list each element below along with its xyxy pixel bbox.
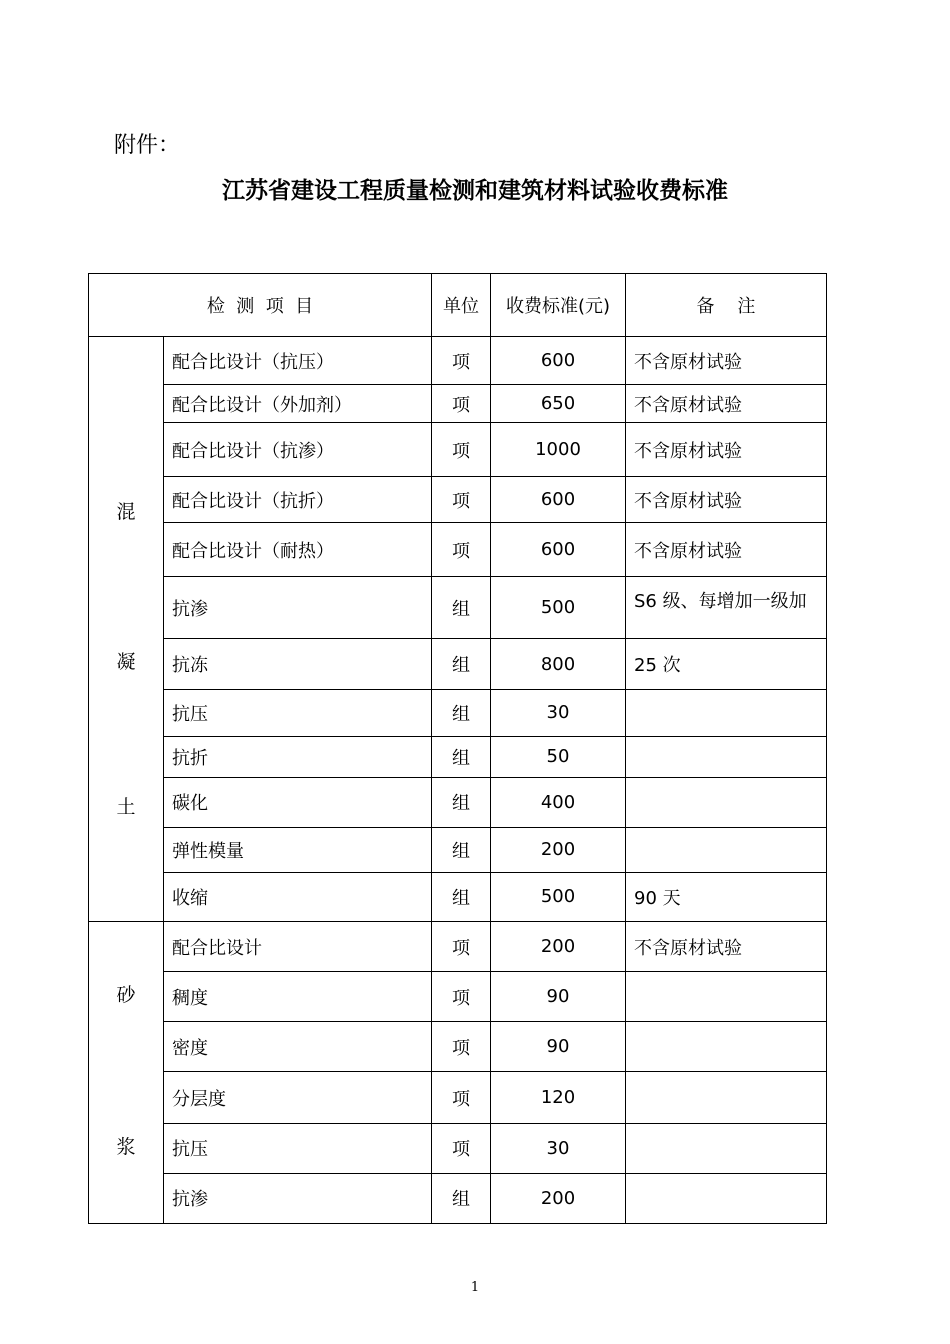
note-cell <box>626 972 827 1022</box>
item-cell: 抗渗 <box>164 1173 432 1223</box>
table-row <box>89 689 827 736</box>
fee-cell: 600 <box>491 523 626 577</box>
fee-cell: 500 <box>491 577 626 639</box>
note-cell <box>626 1072 827 1123</box>
fee-cell: 800 <box>491 639 626 689</box>
fee-table <box>88 273 827 1224</box>
unit-cell: 项 <box>432 337 491 385</box>
note-cell: 不含原材试验 <box>626 337 827 385</box>
note-cell <box>626 827 827 872</box>
item-cell: 弹性模量 <box>164 827 432 872</box>
item-cell: 配合比设计 <box>164 922 432 972</box>
fee-cell: 500 <box>491 872 626 921</box>
fee-cell: 200 <box>491 1173 626 1223</box>
fee-cell: 600 <box>491 477 626 523</box>
item-cell: 碳化 <box>164 777 432 827</box>
page-number: 1 <box>470 1280 480 1295</box>
note-cell: 不含原材试验 <box>626 477 827 523</box>
table-row <box>89 1022 827 1072</box>
table-row <box>89 1123 827 1173</box>
unit-cell: 组 <box>432 1173 491 1223</box>
note-cell <box>626 736 827 777</box>
item-cell: 配合比设计（抗折） <box>164 477 432 523</box>
note-cell <box>626 777 827 827</box>
table-row <box>89 385 827 423</box>
fee-cell: 200 <box>491 922 626 972</box>
table-row <box>89 777 827 827</box>
fee-cell: 200 <box>491 827 626 872</box>
fee-cell: 30 <box>491 689 626 736</box>
note-cell <box>626 689 827 736</box>
unit-cell: 组 <box>432 577 491 639</box>
unit-cell: 组 <box>432 736 491 777</box>
item-cell: 分层度 <box>164 1072 432 1123</box>
note-cell: 25 次 <box>626 639 827 689</box>
table-row <box>89 577 827 639</box>
unit-cell: 项 <box>432 1022 491 1072</box>
note-cell: S6 级、每增加一级加 <box>626 577 827 639</box>
attachment-label: 附件： <box>114 133 181 158</box>
note-cell: 不含原材试验 <box>626 922 827 972</box>
note-cell: 不含原材试验 <box>626 385 827 423</box>
unit-cell: 项 <box>432 385 491 423</box>
header-unit: 单位 <box>432 274 491 337</box>
table-row <box>89 423 827 477</box>
table-row <box>89 872 827 921</box>
fee-cell: 30 <box>491 1123 626 1173</box>
fee-cell: 120 <box>491 1072 626 1123</box>
unit-cell: 组 <box>432 827 491 872</box>
unit-cell: 项 <box>432 922 491 972</box>
table-row <box>89 972 827 1022</box>
item-cell: 抗冻 <box>164 639 432 689</box>
table-row <box>89 1173 827 1223</box>
page-title: 江苏省建设工程质量检测和建筑材料试验收费标准 <box>222 178 728 204</box>
note-cell <box>626 1173 827 1223</box>
category-char: 土 <box>116 796 136 818</box>
fee-cell: 650 <box>491 385 626 423</box>
unit-cell: 组 <box>432 777 491 827</box>
unit-cell: 项 <box>432 972 491 1022</box>
table-body <box>89 337 827 1224</box>
item-cell: 抗压 <box>164 689 432 736</box>
category-char: 混 <box>116 501 136 523</box>
unit-cell: 项 <box>432 1123 491 1173</box>
header-row <box>89 274 827 337</box>
item-cell: 稠度 <box>164 972 432 1022</box>
category-char: 凝 <box>116 651 136 673</box>
table-row <box>89 827 827 872</box>
item-cell: 配合比设计（外加剂） <box>164 385 432 423</box>
item-cell: 抗折 <box>164 736 432 777</box>
header-note: 备 注 <box>626 274 827 337</box>
fee-cell: 400 <box>491 777 626 827</box>
unit-cell: 组 <box>432 872 491 921</box>
fee-cell: 90 <box>491 1022 626 1072</box>
fee-cell: 50 <box>491 736 626 777</box>
item-cell: 配合比设计（抗渗） <box>164 423 432 477</box>
item-cell: 收缩 <box>164 872 432 921</box>
note-cell: 不含原材试验 <box>626 423 827 477</box>
item-cell: 抗渗 <box>164 577 432 639</box>
header-items: 检 测 项 目 <box>89 274 432 337</box>
category-cell <box>89 337 164 922</box>
unit-cell: 组 <box>432 689 491 736</box>
note-cell: 90 天 <box>626 872 827 921</box>
table-row <box>89 523 827 577</box>
table-row <box>89 1072 827 1123</box>
table-row <box>89 639 827 689</box>
table-row <box>89 736 827 777</box>
item-cell: 抗压 <box>164 1123 432 1173</box>
fee-cell: 600 <box>491 337 626 385</box>
unit-cell: 项 <box>432 523 491 577</box>
note-cell: 不含原材试验 <box>626 523 827 577</box>
fee-cell: 1000 <box>491 423 626 477</box>
note-cell <box>626 1022 827 1072</box>
unit-cell: 组 <box>432 639 491 689</box>
category-cell <box>89 922 164 1224</box>
table-row <box>89 922 827 972</box>
unit-cell: 项 <box>432 1072 491 1123</box>
category-char: 砂 <box>116 984 136 1006</box>
item-cell: 配合比设计（抗压） <box>164 337 432 385</box>
item-cell: 配合比设计（耐热） <box>164 523 432 577</box>
item-cell: 密度 <box>164 1022 432 1072</box>
unit-cell: 项 <box>432 477 491 523</box>
note-cell <box>626 1123 827 1173</box>
unit-cell: 项 <box>432 423 491 477</box>
fee-cell: 90 <box>491 972 626 1022</box>
category-char: 浆 <box>116 1136 136 1158</box>
header-fee: 收费标准(元) <box>491 274 626 337</box>
table-row <box>89 337 827 385</box>
table-row <box>89 477 827 523</box>
